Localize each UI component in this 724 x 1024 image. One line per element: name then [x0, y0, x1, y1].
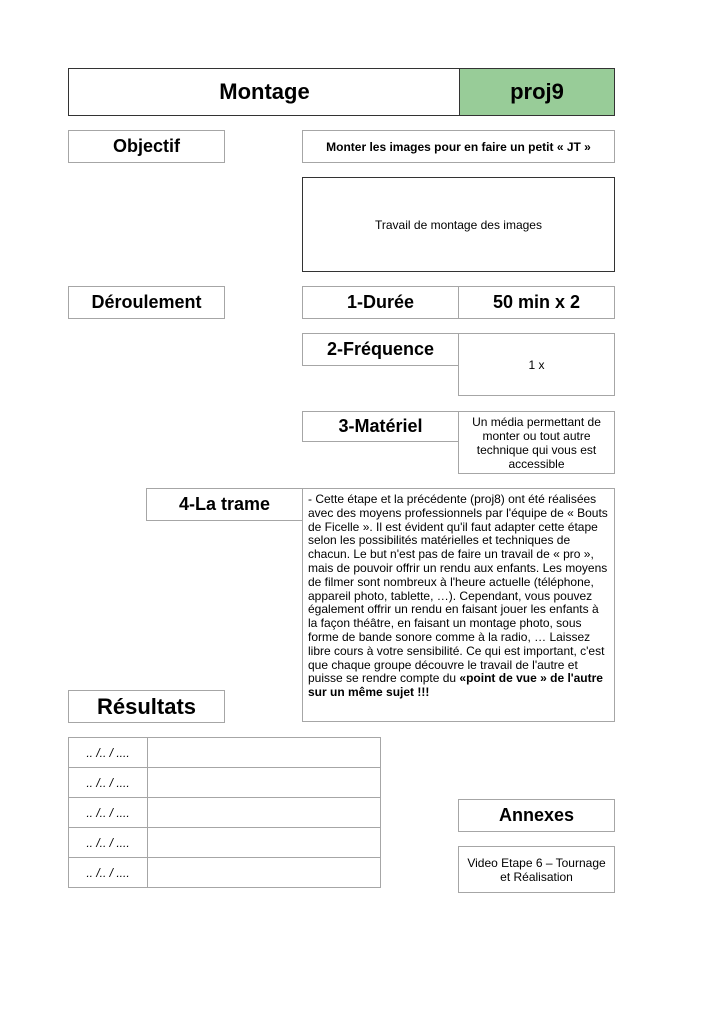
materiel-label-cell: [302, 411, 459, 442]
trame-text-cell: [302, 488, 615, 722]
objectif-label: Objectif: [112, 136, 180, 156]
table-row: [69, 828, 381, 858]
annexes-value[interactable]: Video Etape 6 – Tournage et Réalisation: [467, 855, 606, 884]
table-row: [69, 738, 381, 768]
result-value[interactable]: [148, 768, 381, 798]
objectif-description-cell: [302, 177, 615, 272]
deroulement-heading: [68, 286, 225, 319]
document-title: [68, 68, 460, 116]
resultats-label: Résultats: [96, 693, 197, 719]
duree-label: 1-Durée: [346, 292, 415, 312]
annexes-value-cell: [458, 846, 615, 893]
resultats-heading: [68, 690, 225, 723]
trame-text-emphasis: «point de vue » de l'autre sur un même sujet !!!: [308, 671, 603, 700]
result-date[interactable]: .. /.. / ....: [69, 828, 148, 858]
project-code-cell: [459, 68, 615, 116]
materiel-value: Un média permettant de monter ou tout autre technique qui vous est accessible: [472, 414, 601, 471]
frequence-value: 1 x: [528, 357, 545, 372]
frequence-label-cell: [302, 333, 459, 366]
duree-label-cell: [302, 286, 459, 319]
trame-text: - Cette étape et la précédente (proj8) ont été réalisées avec des moyens professionnels par l'équipe de « Bouts de Ficelle ». Il est évident qu'il faut adapter cette étape selon les possibilités matérielles et techniques de chacun. Le but n'est pas de faire un travail de « pro », mais de pouvoir offrir un rendu aux enfants. Les moyens de filmer sont nombreux à l'heure actuelle (téléphone, appareil photo, tablette, …). Cependant, vous pouvez également offrir un rendu en faisant jouer les enfants à la façon théâtre, en faisant un montage photo, sous forme de bande sonore comme à la radio, … Laissez libre cours à votre sensibilité. Ce qui est important, c'est que chaque groupe découvre le travail de l'autre et puisse se rendre compte du: [308, 492, 608, 686]
duree-value-cell: [458, 286, 615, 319]
frequence-value-cell: [458, 333, 615, 396]
result-value[interactable]: [148, 828, 381, 858]
annexes-heading: [458, 799, 615, 832]
table-row: [69, 798, 381, 828]
result-date[interactable]: .. /.. / ....: [69, 738, 148, 768]
title-text: Montage: [219, 79, 310, 104]
result-date[interactable]: .. /.. / ....: [69, 798, 148, 828]
deroulement-label: Déroulement: [91, 292, 202, 312]
materiel-label: 3-Matériel: [338, 416, 423, 436]
annexes-label: Annexes: [498, 805, 575, 825]
result-value[interactable]: [148, 738, 381, 768]
results-table: [68, 737, 381, 888]
table-row: [69, 768, 381, 798]
result-date[interactable]: .. /.. / ....: [69, 768, 148, 798]
result-value[interactable]: [148, 858, 381, 888]
materiel-value-cell: [458, 411, 615, 474]
objectif-text: Monter les images pour en faire un petit « JT »: [326, 139, 591, 154]
table-row: [69, 858, 381, 888]
duree-value: 50 min x 2: [492, 292, 581, 312]
trame-label-cell: [146, 488, 303, 521]
result-value[interactable]: [148, 798, 381, 828]
result-date[interactable]: .. /.. / ....: [69, 858, 148, 888]
objectif-heading: [68, 130, 225, 163]
project-code: proj9: [510, 79, 564, 104]
trame-label: 4-La trame: [178, 494, 271, 514]
objectif-text-cell: [302, 130, 615, 163]
objectif-description: Travail de montage des images: [375, 217, 542, 232]
frequence-label: 2-Fréquence: [326, 339, 435, 359]
